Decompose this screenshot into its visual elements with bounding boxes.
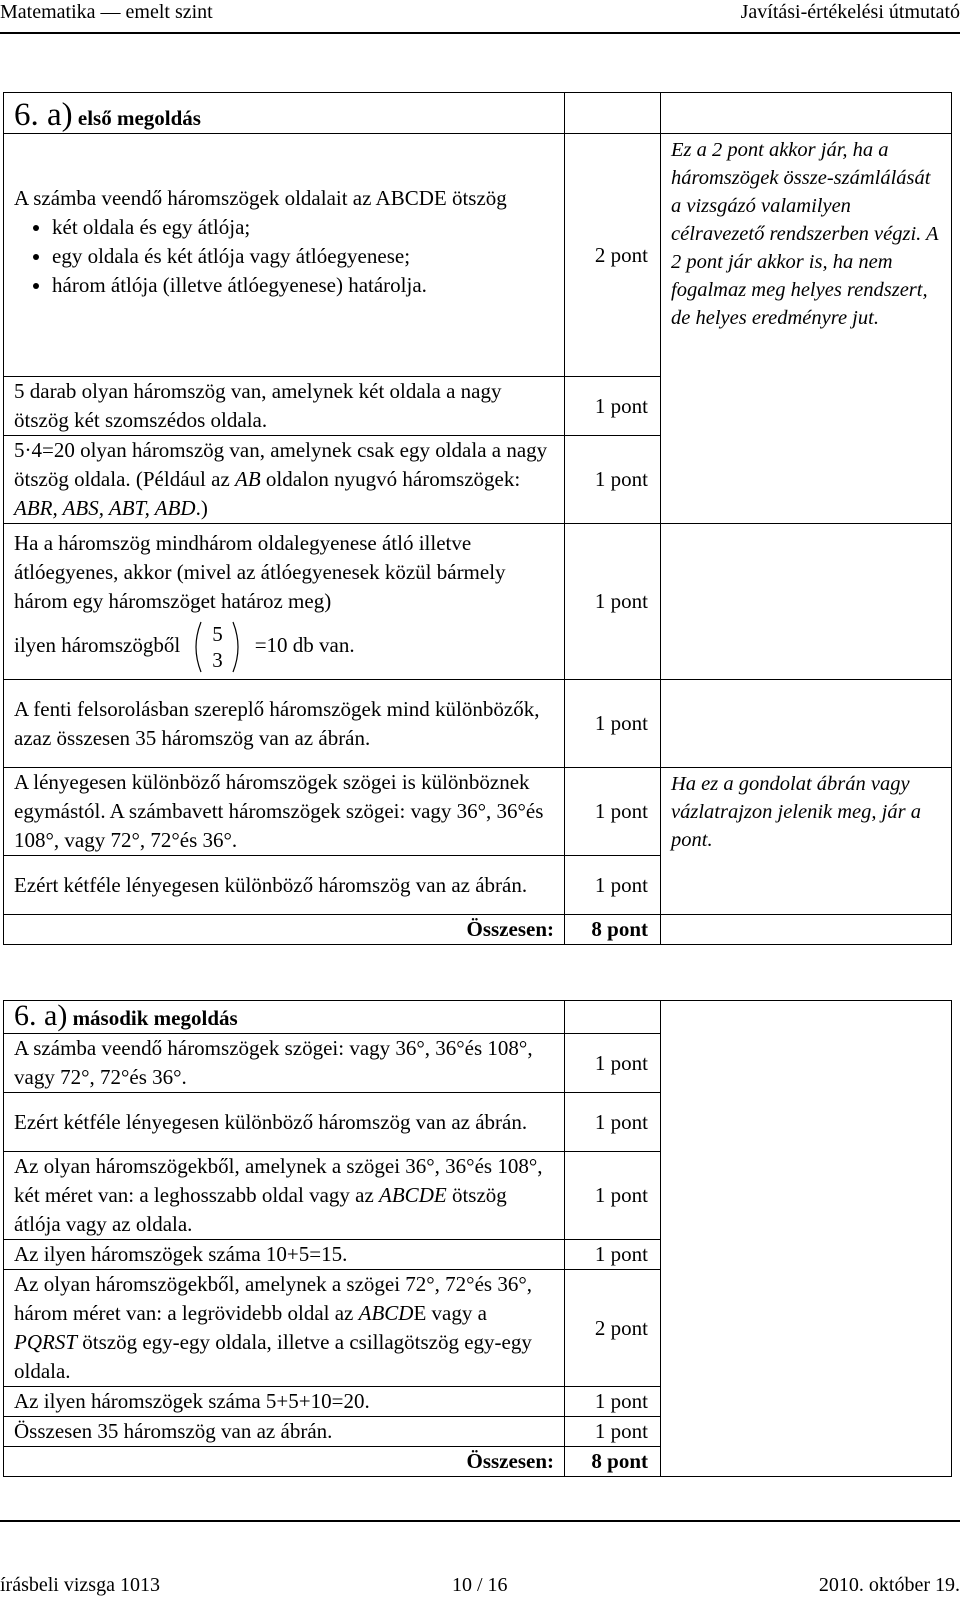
total-score: 8 pont	[565, 915, 661, 945]
total-label: Összesen:	[4, 915, 565, 945]
score: 1 pont	[565, 1034, 661, 1093]
footer-exam-code: írásbeli vizsga 1013	[0, 1574, 160, 1596]
binomial-bottom: 3	[212, 648, 223, 672]
score: 1 pont	[565, 377, 661, 436]
solution-step: Összesen 35 háromszög van az ábrán.	[4, 1417, 565, 1447]
solution-step: 5 darab olyan háromszög van, amelynek két oldala a nagy ötszög két szomszédos oldala.	[4, 377, 565, 436]
grading-note: Ez a 2 pont akkor jár, ha a háromszögek össze-számlálását a vizsgázó valamilyen célravezető rendszerben végzi. A 2 pont jár akkor is, ha nem fogalmaz meg helyes rendszert, de helyes eredményre jut.	[661, 134, 952, 524]
score: 1 pont	[565, 1417, 661, 1447]
task-number: 6. a)	[14, 97, 73, 133]
binomial-top: 5	[212, 622, 223, 646]
section-heading	[4, 93, 565, 134]
solution-title: első megoldás	[77, 106, 201, 130]
total-label: Összesen:	[4, 1447, 565, 1477]
score: 1 pont	[565, 1240, 661, 1270]
solution-step: Az ilyen háromszögek száma 5+5+10=20.	[4, 1387, 565, 1417]
solution-step: Az olyan háromszögekből, amelynek a szögei 72°, 72°és 36°, három méret van: a legrövidebb oldal az ABCDE vagy a PQRST ötszög egy-egy oldala, illetve a csillagötszög egy-egy oldala.	[4, 1270, 565, 1387]
solution-title: második megoldás	[72, 1006, 238, 1030]
header-guide-title: Javítási-értékelési útmutató	[740, 1, 960, 23]
solution-step: 5·4=20 olyan háromszög van, amelynek csak egy oldala a nagy ötszög oldala. (Például az AB oldalon nyugvó háromszögek: ABR, ABS, ABT, ABD.)	[4, 436, 565, 524]
solution-step: A számba veendő háromszögek szögei: vagy 36°, 36°és 108°, vagy 72°, 72°és 36°.	[4, 1034, 565, 1093]
solution-table-2	[3, 1000, 952, 1477]
header-rule	[0, 32, 960, 34]
solution-step: Ezért kétféle lényegesen különböző háromszög van az ábrán.	[4, 1093, 565, 1152]
solution-step: A fenti felsorolásban szereplő háromszögek mind különbözők, azaz összesen 35 háromszög van az ábrán.	[4, 680, 565, 768]
score: 1 pont	[565, 856, 661, 915]
footer-rule	[0, 1520, 960, 1522]
score: 1 pont	[565, 436, 661, 524]
total-score: 8 pont	[565, 1447, 661, 1477]
solution-step: Az olyan háromszögekből, amelynek a szögei 36°, 36°és 108°, két méret van: a leghosszabb oldal vagy az ABCDE ötszög átlója vagy az oldala.	[4, 1152, 565, 1240]
step-text: A számba veendő háromszögek oldalait az ABCDE ötszög	[14, 186, 507, 210]
list-item: • egy oldala és két átlója vagy átlóegyenese;	[52, 242, 554, 271]
solution-table-1	[3, 92, 952, 945]
solution-step: A lényegesen különböző háromszögek szögei is különböznek egymástól. A számbavett háromszögek szögei: vagy 36°, 36°és 108°, vagy 72°, 72°és 36°.	[4, 768, 565, 856]
page-number: 10 / 16	[452, 1574, 508, 1596]
page-header	[0, 0, 960, 60]
score: 2 pont	[565, 134, 661, 377]
score: 1 pont	[565, 524, 661, 680]
score: 1 pont	[565, 1093, 661, 1152]
score: 1 pont	[565, 768, 661, 856]
task-number: 6. a)	[14, 999, 68, 1032]
score: 1 pont	[565, 1152, 661, 1240]
section-heading	[4, 1001, 565, 1034]
score: 1 pont	[565, 1387, 661, 1417]
list-item: • két oldala és egy átlója;	[52, 213, 554, 242]
score: 1 pont	[565, 680, 661, 768]
binomial-coefficient	[189, 620, 245, 674]
score: 2 pont	[565, 1270, 661, 1387]
solution-step: Ha a háromszög mindhárom oldalegyenese átló illetve átlóegyenes, akkor (mivel az átlóegyenesek közül bármely három egy háromszöget határoz meg) ilyen háromszögből 5 3 =10 db van.	[4, 524, 565, 680]
footer-date: 2010. október 19.	[818, 1574, 960, 1596]
grading-note: Ha ez a gondolat ábrán vagy vázlatrajzon jelenik meg, jár a pont.	[661, 768, 952, 915]
solution-step	[4, 134, 565, 377]
solution-step: Ezért kétféle lényegesen különböző háromszög van az ábrán.	[4, 856, 565, 915]
header-subject: Matematika — emelt szint	[0, 1, 213, 23]
solution-step: Az ilyen háromszögek száma 10+5=15.	[4, 1240, 565, 1270]
bullet-list	[14, 213, 554, 300]
list-item: • három átlója (illetve átlóegyenese) határolja.	[52, 271, 554, 300]
